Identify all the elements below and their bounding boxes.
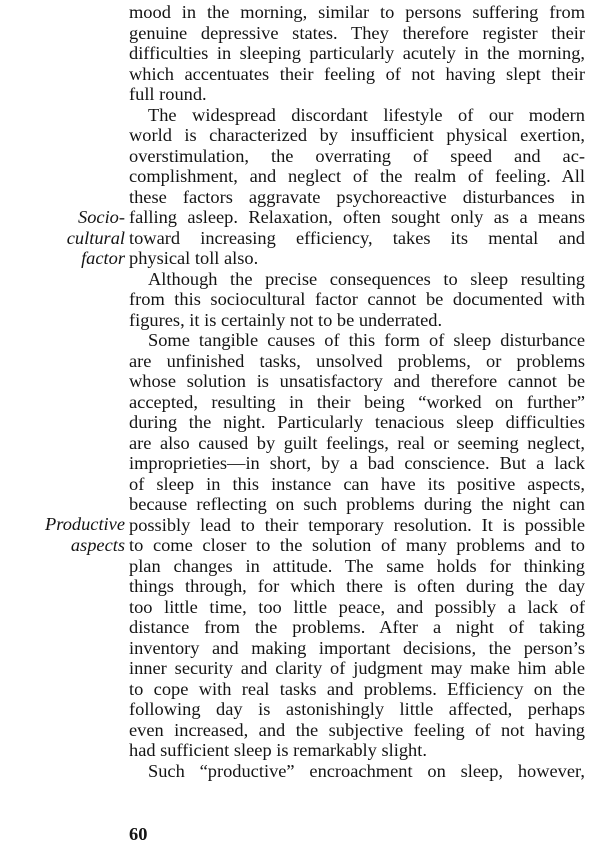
- margin-note-line: aspects: [70, 534, 125, 555]
- text-line: things through, for which there is often during the day: [129, 576, 585, 596]
- page-number: 60: [129, 824, 148, 844]
- text-line: these factors aggravate psychoreactive disturbances in: [129, 186, 585, 207]
- text-line: during the night. Particularly tenacious sleep difficulties: [129, 412, 585, 432]
- text-line: are also caused by guilt feelings, real or seeming neglect,: [129, 432, 585, 453]
- margin-note-line: factor: [81, 248, 125, 268]
- text-line: difficulties in sleeping particularly acutely in the morning,: [129, 43, 585, 63]
- text-line: following day is astonishingly little affected, perhaps: [129, 699, 585, 719]
- margin-note-line: cultural: [66, 227, 125, 248]
- text-line: genuine depressive states. They therefore register their: [129, 22, 585, 43]
- text-line: whose solution is unsatisfactory and therefore cannot be: [129, 371, 585, 391]
- text-line: improprieties—in short, by a bad conscience. But a lack: [129, 453, 585, 473]
- text-line: physical toll also.: [129, 248, 259, 268]
- text-line: which accentuates their feeling of not having slept their: [129, 63, 585, 84]
- margin-note-line: Productive: [44, 514, 125, 534]
- text-line: accepted, resulting in their being “worked on further”: [129, 391, 585, 412]
- text-line: mood in the morning, similar to persons suffering from: [129, 2, 585, 22]
- text-line: world is characterized by insufficient physical exertion,: [129, 125, 585, 145]
- text-line: possibly lead to their temporary resolution. It is possible: [129, 514, 585, 535]
- text-line: inventory and making important decisions, the person’s: [129, 637, 585, 658]
- text-line: figures, it is certainly not to be underrated.: [129, 309, 443, 330]
- text-line: overstimulation, the overrating of speed and ac-: [129, 145, 585, 166]
- text-line: Some tangible causes of this form of sleep disturbance: [148, 330, 585, 350]
- margin-note-sociocultural: [0, 207, 125, 269]
- text-line: full round.: [129, 84, 207, 104]
- text-line: had sufficient sleep is remarkably slight.: [129, 740, 427, 760]
- text-line: because reflecting on such problems during the night can: [129, 494, 585, 514]
- text-line: Such “productive” encroachment on sleep, however,: [148, 760, 585, 781]
- text-line: Although the precise consequences to sleep resulting: [148, 268, 585, 289]
- text-line: falling asleep. Relaxation, often sought only as a means: [129, 207, 585, 227]
- text-line: toward increasing efficiency, takes its mental and: [129, 227, 585, 248]
- text-line: distance from the problems. After a night of taking: [129, 617, 585, 637]
- margin-note-productive: [0, 514, 125, 555]
- text-line: even increased, and the subjective feeling of not having: [129, 719, 585, 740]
- text-line: of sleep in this instance can have its positive aspects,: [129, 473, 585, 494]
- text-line: to come closer to the solution of many problems and to: [129, 535, 585, 555]
- text-line: to cope with real tasks and problems. Efficiency on the: [129, 678, 585, 699]
- text-line: from this sociocultural factor cannot be documented with: [129, 289, 585, 309]
- text-line: complishment, and neglect of the realm of feeling. All: [129, 166, 585, 186]
- text-line: The widespread discordant lifestyle of our modern: [148, 104, 585, 125]
- text-line: inner security and clarity of judgment may make him able: [129, 658, 585, 678]
- body-text: [129, 2, 585, 781]
- text-line: are unfinished tasks, unsolved problems, or problems: [129, 350, 585, 371]
- text-line: plan changes in attitude. The same holds for thinking: [129, 555, 585, 576]
- margin-note-line: Socio-: [78, 207, 125, 227]
- text-line: too little time, too little peace, and possibly a lack of: [129, 596, 585, 617]
